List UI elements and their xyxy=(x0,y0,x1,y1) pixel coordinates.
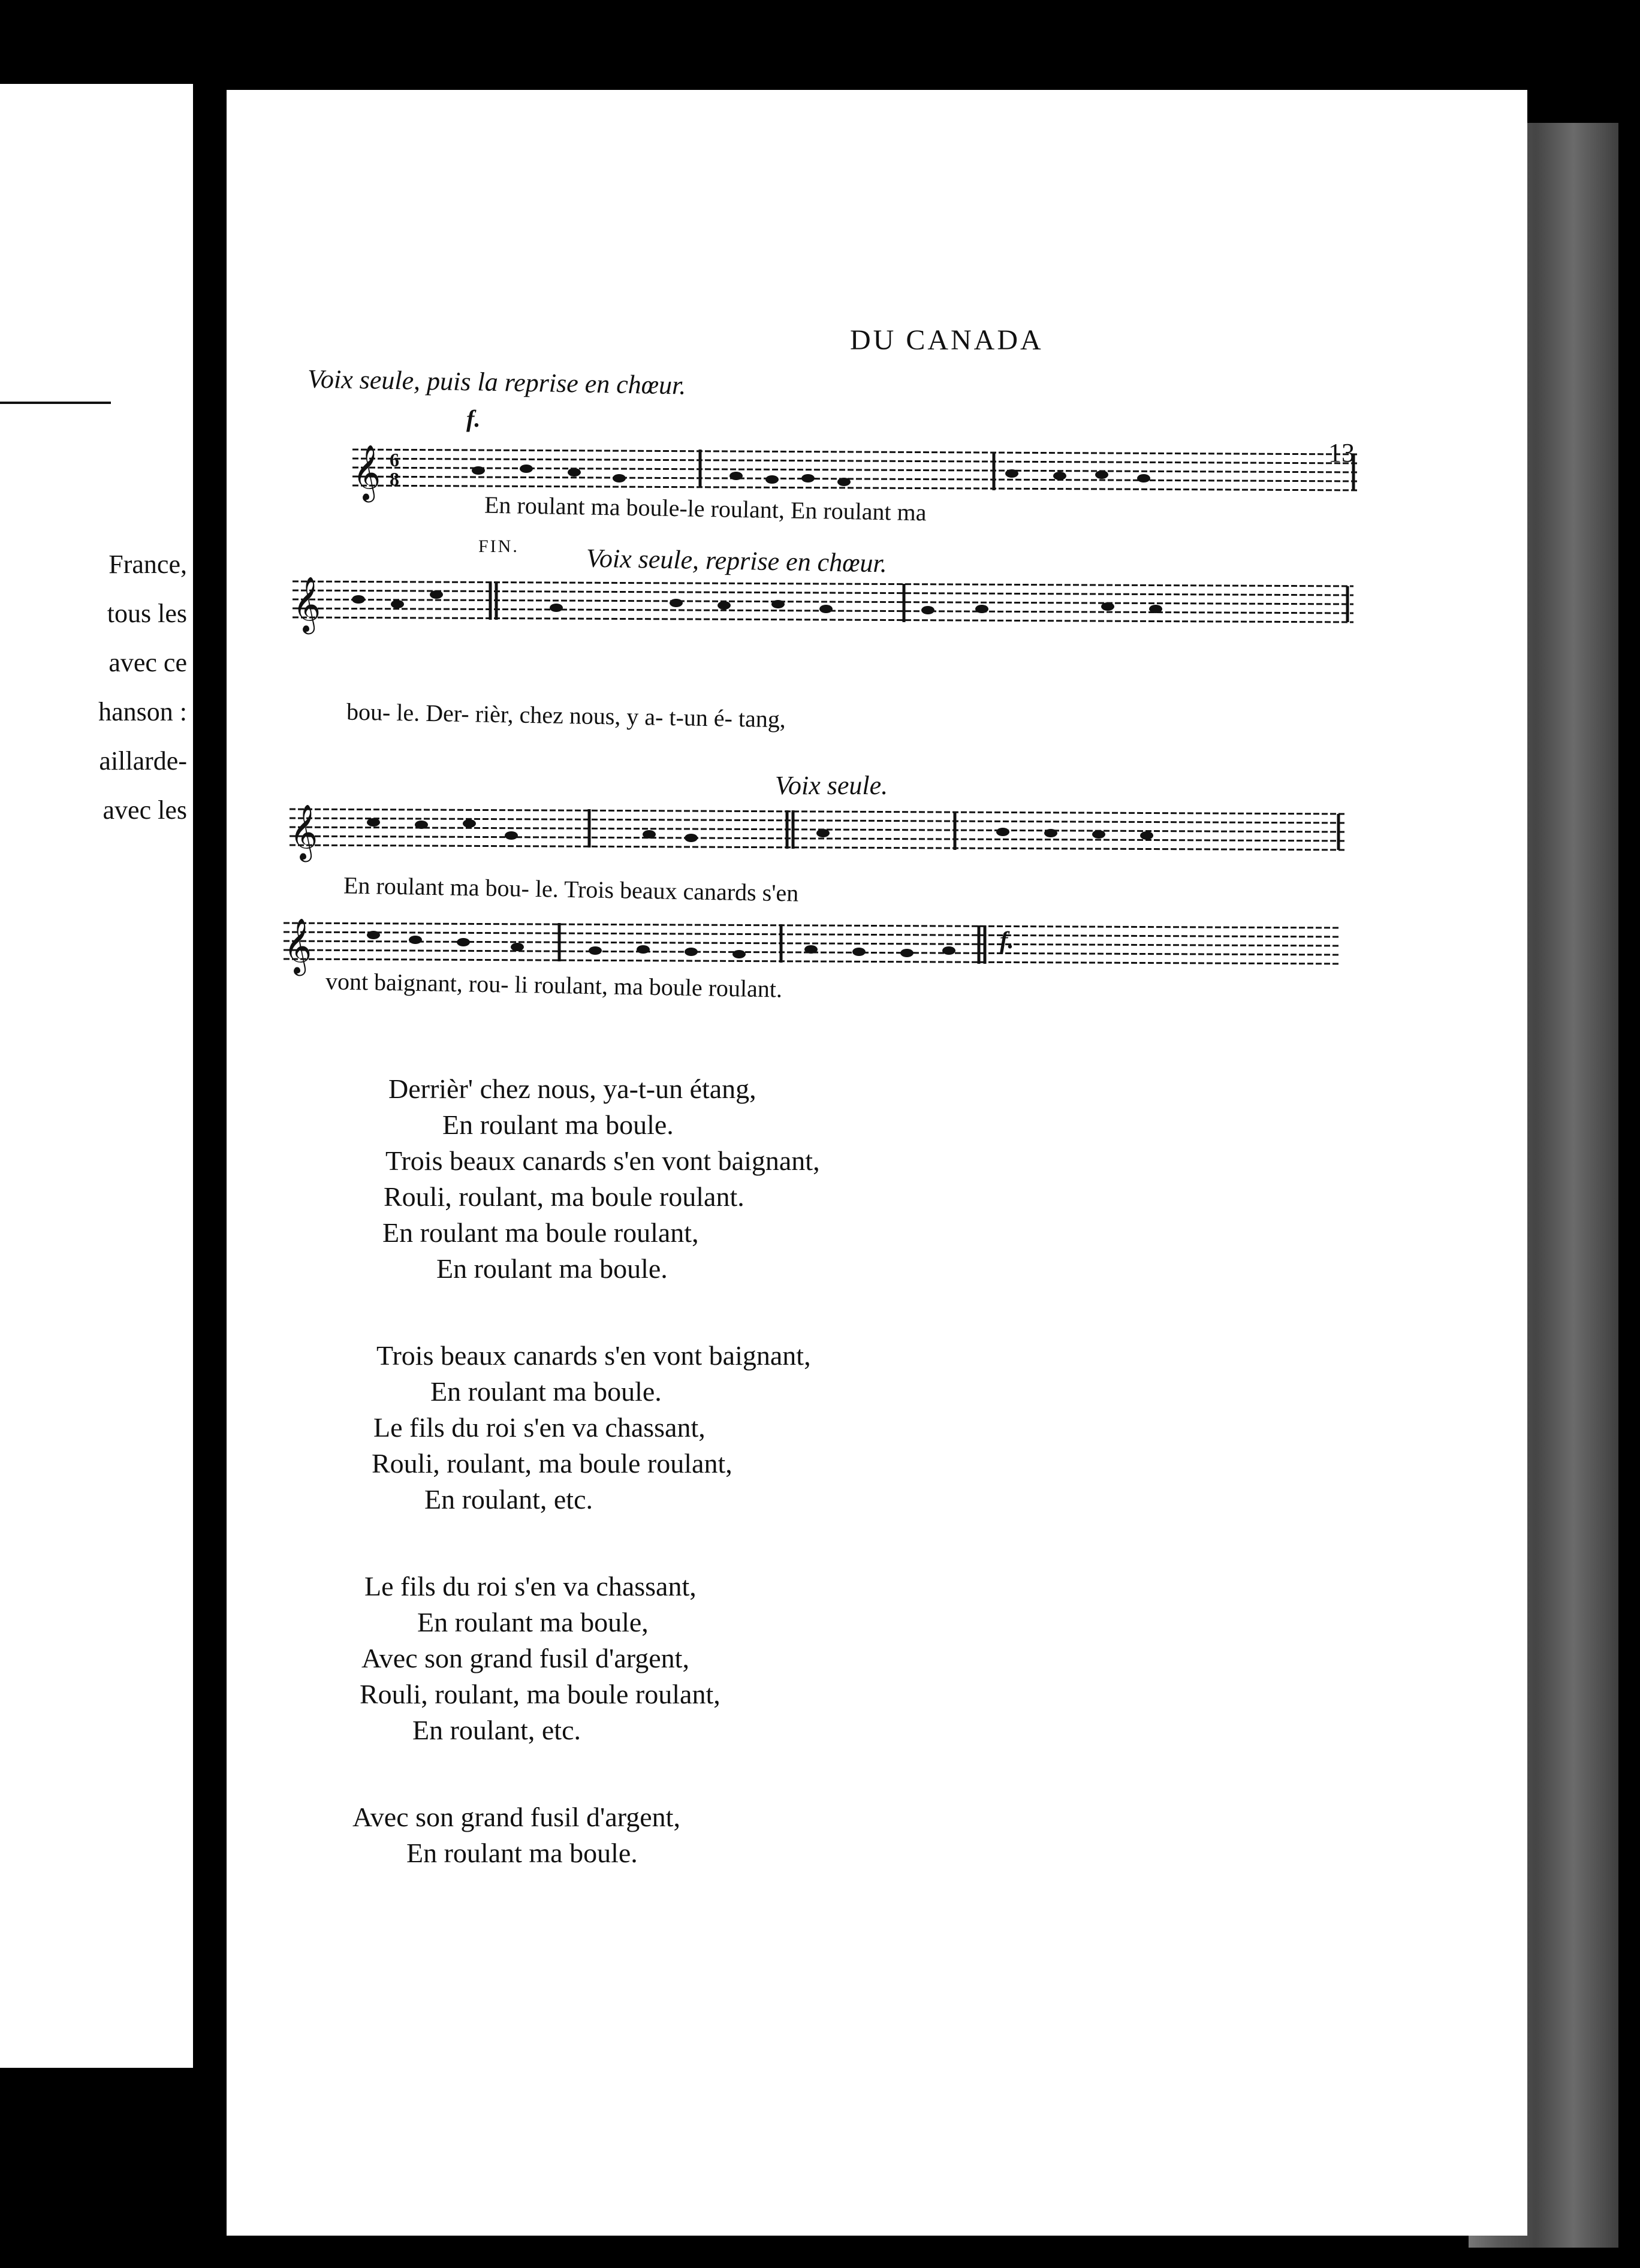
staff-lyrics: En roulant ma bou- le. Trois beaux canards s'en xyxy=(343,871,799,907)
treble-clef-icon: 𝄞 xyxy=(284,918,312,973)
performance-direction: Voix seule, reprise en chœur. xyxy=(586,543,888,578)
left-text-line: aillarde- xyxy=(99,746,187,776)
verse-line: En roulant ma boule. xyxy=(406,1838,638,1868)
verse-line: Le fils du roi s'en va chassant, xyxy=(364,1571,697,1602)
verse-line: Derrièr' chez nous, ya-t-un étang, xyxy=(388,1073,756,1104)
left-page-fragment xyxy=(0,84,193,2068)
verse-line: Trois beaux canards s'en vont baignant, xyxy=(385,1145,820,1176)
music-staff-2 xyxy=(293,557,1365,635)
right-page xyxy=(227,90,1527,2236)
verse-line: En roulant ma boule roulant, xyxy=(382,1217,699,1248)
verse-line: Rouli, roulant, ma boule roulant. xyxy=(384,1181,744,1212)
music-staff-4 xyxy=(284,899,1350,977)
running-head: DU CANADA xyxy=(850,324,1044,356)
verse-line: Rouli, roulant, ma boule roulant, xyxy=(372,1448,732,1479)
verse-line: En roulant ma boule. xyxy=(436,1253,668,1284)
svg-text:6: 6 xyxy=(390,449,399,471)
verse-line: En roulant, etc. xyxy=(424,1484,593,1515)
treble-clef-icon: 𝄞 xyxy=(352,444,381,500)
verse-line: Le fils du roi s'en va chassant, xyxy=(373,1412,706,1443)
treble-clef-icon: 𝄞 xyxy=(293,576,321,632)
forte-mark: f. xyxy=(1000,927,1014,954)
staff-lyrics: En roulant ma boule-le roulant, En roulant ma xyxy=(484,491,927,526)
forte-mark: f. xyxy=(466,405,481,432)
left-text-line: hanson : xyxy=(98,697,187,726)
performance-direction: Voix seule, puis la reprise en chœur. xyxy=(307,364,686,400)
performance-direction: Voix seule. xyxy=(775,771,888,800)
svg-text:8: 8 xyxy=(390,468,399,490)
left-text-line: avec les xyxy=(103,795,187,825)
left-text-line: avec ce xyxy=(108,648,187,677)
treble-clef-icon: 𝄞 xyxy=(290,804,318,859)
verse-line: En roulant ma boule, xyxy=(417,1607,649,1637)
verse-line: En roulant ma boule. xyxy=(430,1376,662,1407)
verse-line: Trois beaux canards s'en vont baignant, xyxy=(376,1340,811,1371)
verse-line: Avec son grand fusil d'argent, xyxy=(352,1802,680,1832)
verse-line: En roulant ma boule. xyxy=(442,1109,674,1140)
page-number: 13 xyxy=(1328,438,1355,468)
verse-line: En roulant, etc. xyxy=(412,1715,581,1745)
left-text-line: tous les xyxy=(107,599,187,628)
verse-line: Avec son grand fusil d'argent, xyxy=(361,1643,689,1673)
music-staff-3 xyxy=(290,785,1356,863)
divider-rule xyxy=(0,402,111,404)
verse-line: Rouli, roulant, ma boule roulant, xyxy=(360,1679,720,1709)
fin-mark: FIN. xyxy=(478,536,519,556)
left-text-line: France, xyxy=(108,550,187,579)
staff-lyrics: vont baignant, rou- li roulant, ma boule roulant. xyxy=(325,967,783,1003)
staff-lyrics: bou- le. Der- rièr, chez nous, y a- t-un é- tang, xyxy=(346,698,786,733)
